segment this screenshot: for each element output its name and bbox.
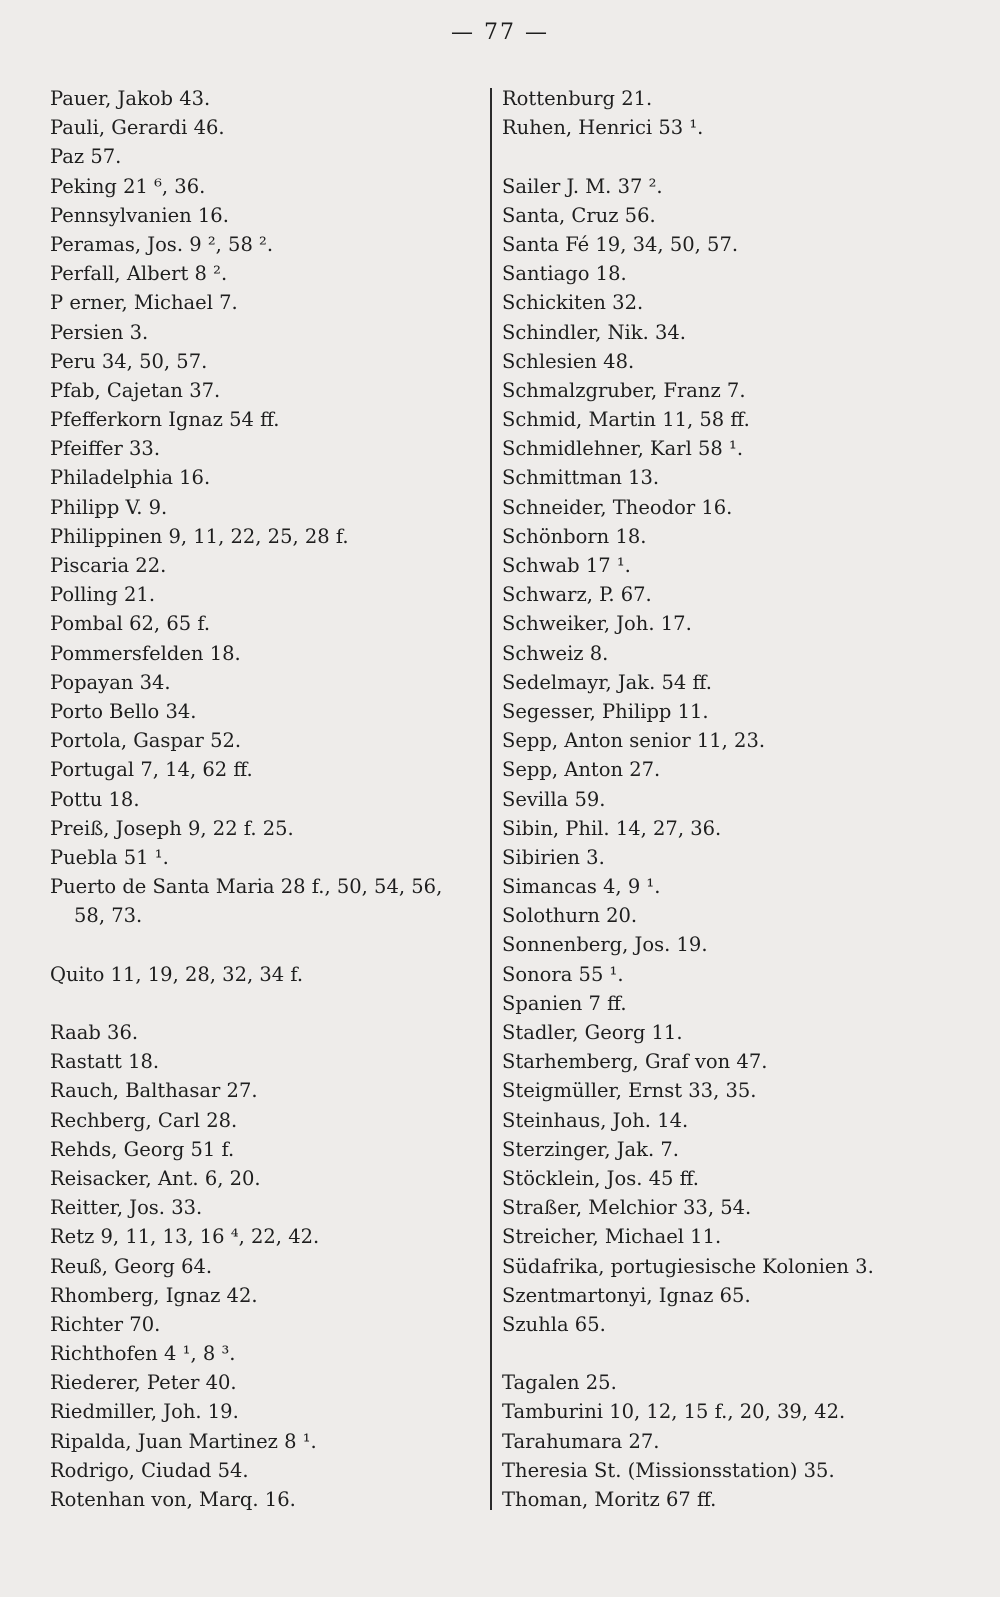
- index-entry: Puerto de Santa Maria 28 f., 50, 54, 56,: [50, 875, 443, 899]
- index-entry: Sibirien 3.: [502, 845, 605, 869]
- index-entry: Simancas 4, 9 ¹.: [502, 875, 661, 899]
- index-entry: Peru 34, 50, 57.: [50, 349, 208, 373]
- index-entry: Retz 9, 11, 13, 16 ⁴, 22, 42.: [50, 1225, 320, 1249]
- index-entry: Pauli, Gerardi 46.: [50, 116, 225, 140]
- index-entry: Sailer J. M. 37 ².: [502, 174, 663, 198]
- index-entry: Spanien 7 ff.: [502, 991, 627, 1015]
- index-entry: Reitter, Jos. 33.: [50, 1196, 203, 1220]
- index-entry: Schweiz 8.: [502, 641, 609, 665]
- index-entry: Pombal 62, 65 f.: [50, 612, 211, 636]
- index-entry: Sedelmayr, Jak. 54 ff.: [502, 670, 712, 694]
- index-entry: Pfefferkorn Ignaz 54 ff.: [50, 408, 280, 432]
- index-entry: Pennsylvanien 16.: [50, 203, 229, 227]
- index-entry: Perfall, Albert 8 ².: [50, 262, 228, 286]
- index-entry: Reuß, Georg 64.: [50, 1254, 213, 1278]
- index-entry: Santiago 18.: [502, 262, 627, 286]
- index-entry: Schwab 17 ¹.: [502, 554, 631, 577]
- index-entry: Schweiker, Joh. 17.: [502, 612, 692, 636]
- index-entry: Starhemberg, Graf von 47.: [502, 1050, 768, 1074]
- index-entry: Richthofen 4 ¹, 8 ³.: [50, 1342, 236, 1366]
- index-entry: Portugal 7, 14, 62 ff.: [50, 758, 253, 782]
- index-entry: Stöcklein, Jos. 45 ff.: [502, 1166, 699, 1190]
- index-entry: Schmittman 13.: [502, 466, 660, 490]
- index-entry: Schickiten 32.: [502, 291, 644, 315]
- index-entry: Riederer, Peter 40.: [50, 1371, 237, 1395]
- index-entry: Polling 21.: [50, 583, 156, 607]
- index-entry: Rhomberg, Ignaz 42.: [50, 1283, 258, 1307]
- index-column-right: [502, 84, 962, 1514]
- page-number: — 77 —: [451, 20, 549, 45]
- index-entry: Tamburini 10, 12, 15 f., 20, 39, 42.: [502, 1400, 846, 1424]
- index-entry: Steigmüller, Ernst 33, 35.: [502, 1079, 757, 1103]
- index-entry: Thoman, Moritz 67 ff.: [502, 1488, 717, 1511]
- index-entry: Pottu 18.: [50, 787, 140, 811]
- index-entry: Porto Bello 34.: [50, 699, 197, 723]
- index-entry: Tagalen 25.: [502, 1371, 617, 1395]
- index-entry: Schneider, Theodor 16.: [502, 495, 733, 519]
- index-entry: Preiß, Joseph 9, 22 f. 25.: [50, 816, 294, 840]
- index-entry: Paz 57.: [50, 145, 122, 169]
- section-gap: [50, 930, 485, 959]
- index-entry: Peking 21 ⁶, 36.: [50, 174, 206, 198]
- index-entry: Philippinen 9, 11, 22, 25, 28 f.: [50, 524, 349, 548]
- index-entry: Stadler, Georg 11.: [502, 1021, 683, 1044]
- index-entry: Rodrigo, Ciudad 54.: [50, 1458, 249, 1482]
- index-entry: Schmid, Martin 11, 58 ff.: [502, 408, 750, 432]
- index-entry: Ripalda, Juan Martinez 8 ¹.: [50, 1429, 317, 1453]
- index-entry: Philadelphia 16.: [50, 466, 211, 490]
- index-entry: Segesser, Philipp 11.: [502, 699, 709, 723]
- index-entry: Richter 70.: [50, 1312, 161, 1336]
- index-entry: Sevilla 59.: [502, 787, 606, 811]
- index-entry: Sepp, Anton 27.: [502, 758, 661, 782]
- index-entry: Südafrika, portugiesische Kolonien 3.: [502, 1254, 874, 1278]
- index-entry: 58, 73.: [74, 904, 143, 928]
- index-entry: Persien 3.: [50, 320, 149, 344]
- section-gap: [50, 989, 485, 1018]
- index-entry: Santa, Cruz 56.: [502, 203, 656, 227]
- index-entry: Tarahumara 27.: [502, 1429, 660, 1453]
- index-entry: Pauer, Jakob 43.: [50, 87, 211, 110]
- index-entry: Portola, Gaspar 52.: [50, 729, 242, 753]
- index-entry: Steinhaus, Joh. 14.: [502, 1108, 689, 1132]
- column-divider: [490, 88, 492, 1510]
- index-entry: Sibin, Phil. 14, 27, 36.: [502, 816, 722, 840]
- index-entry: Rastatt 18.: [50, 1050, 160, 1074]
- index-entry: Rauch, Balthasar 27.: [50, 1079, 258, 1103]
- index-entry: Solothurn 20.: [502, 904, 638, 928]
- index-entry: Theresia St. (Missionsstation) 35.: [502, 1458, 835, 1482]
- index-entry: Pommersfelden 18.: [50, 641, 241, 665]
- index-entry: Schwarz, P. 67.: [502, 583, 652, 607]
- index-entry: Piscaria 22.: [50, 554, 167, 577]
- index-entry: Szentmartonyi, Ignaz 65.: [502, 1283, 751, 1307]
- index-column-left: [50, 84, 485, 1514]
- index-entry: Sonnenberg, Jos. 19.: [502, 933, 708, 957]
- index-entry: Schmalzgruber, Franz 7.: [502, 378, 746, 402]
- index-entry: Rechberg, Carl 28.: [50, 1108, 238, 1132]
- index-entry: Schmidlehner, Karl 58 ¹.: [502, 437, 744, 461]
- index-entry: Santa Fé 19, 34, 50, 57.: [502, 232, 739, 256]
- index-entry: Quito 11, 19, 28, 32, 34 f.: [50, 962, 304, 986]
- index-entry: Ruhen, Henrici 53 ¹.: [502, 116, 704, 140]
- index-entry: Schindler, Nik. 34.: [502, 320, 686, 344]
- section-gap: [502, 1339, 962, 1368]
- index-entry: Pfeiffer 33.: [50, 437, 161, 461]
- index-entry: Streicher, Michael 11.: [502, 1225, 722, 1249]
- index-entry: P erner, Michael 7.: [50, 291, 238, 315]
- index-entry: Popayan 34.: [50, 670, 171, 694]
- index-entry: Pfab, Cajetan 37.: [50, 378, 221, 402]
- index-entry: Puebla 51 ¹.: [50, 845, 169, 869]
- index-entry: Szuhla 65.: [502, 1312, 606, 1336]
- index-entry: Rehds, Georg 51 f.: [50, 1137, 235, 1161]
- index-entry: Straßer, Melchior 33, 54.: [502, 1196, 752, 1220]
- index-entry: Rotenhan von, Marq. 16.: [50, 1488, 296, 1511]
- index-entry: Rottenburg 21.: [502, 87, 653, 110]
- index-entry: Philipp V. 9.: [50, 495, 168, 519]
- index-entry: Sepp, Anton senior 11, 23.: [502, 729, 766, 753]
- index-entry: Reisacker, Ant. 6, 20.: [50, 1166, 261, 1190]
- index-entry: Riedmiller, Joh. 19.: [50, 1400, 239, 1424]
- index-entry: Schlesien 48.: [502, 349, 635, 373]
- index-entry: Sterzinger, Jak. 7.: [502, 1137, 679, 1161]
- index-entry: Sonora 55 ¹.: [502, 962, 624, 986]
- index-entry: Peramas, Jos. 9 ², 58 ².: [50, 232, 274, 256]
- index-entry: Schönborn 18.: [502, 524, 647, 548]
- section-gap: [502, 142, 962, 171]
- index-entry: Raab 36.: [50, 1021, 139, 1044]
